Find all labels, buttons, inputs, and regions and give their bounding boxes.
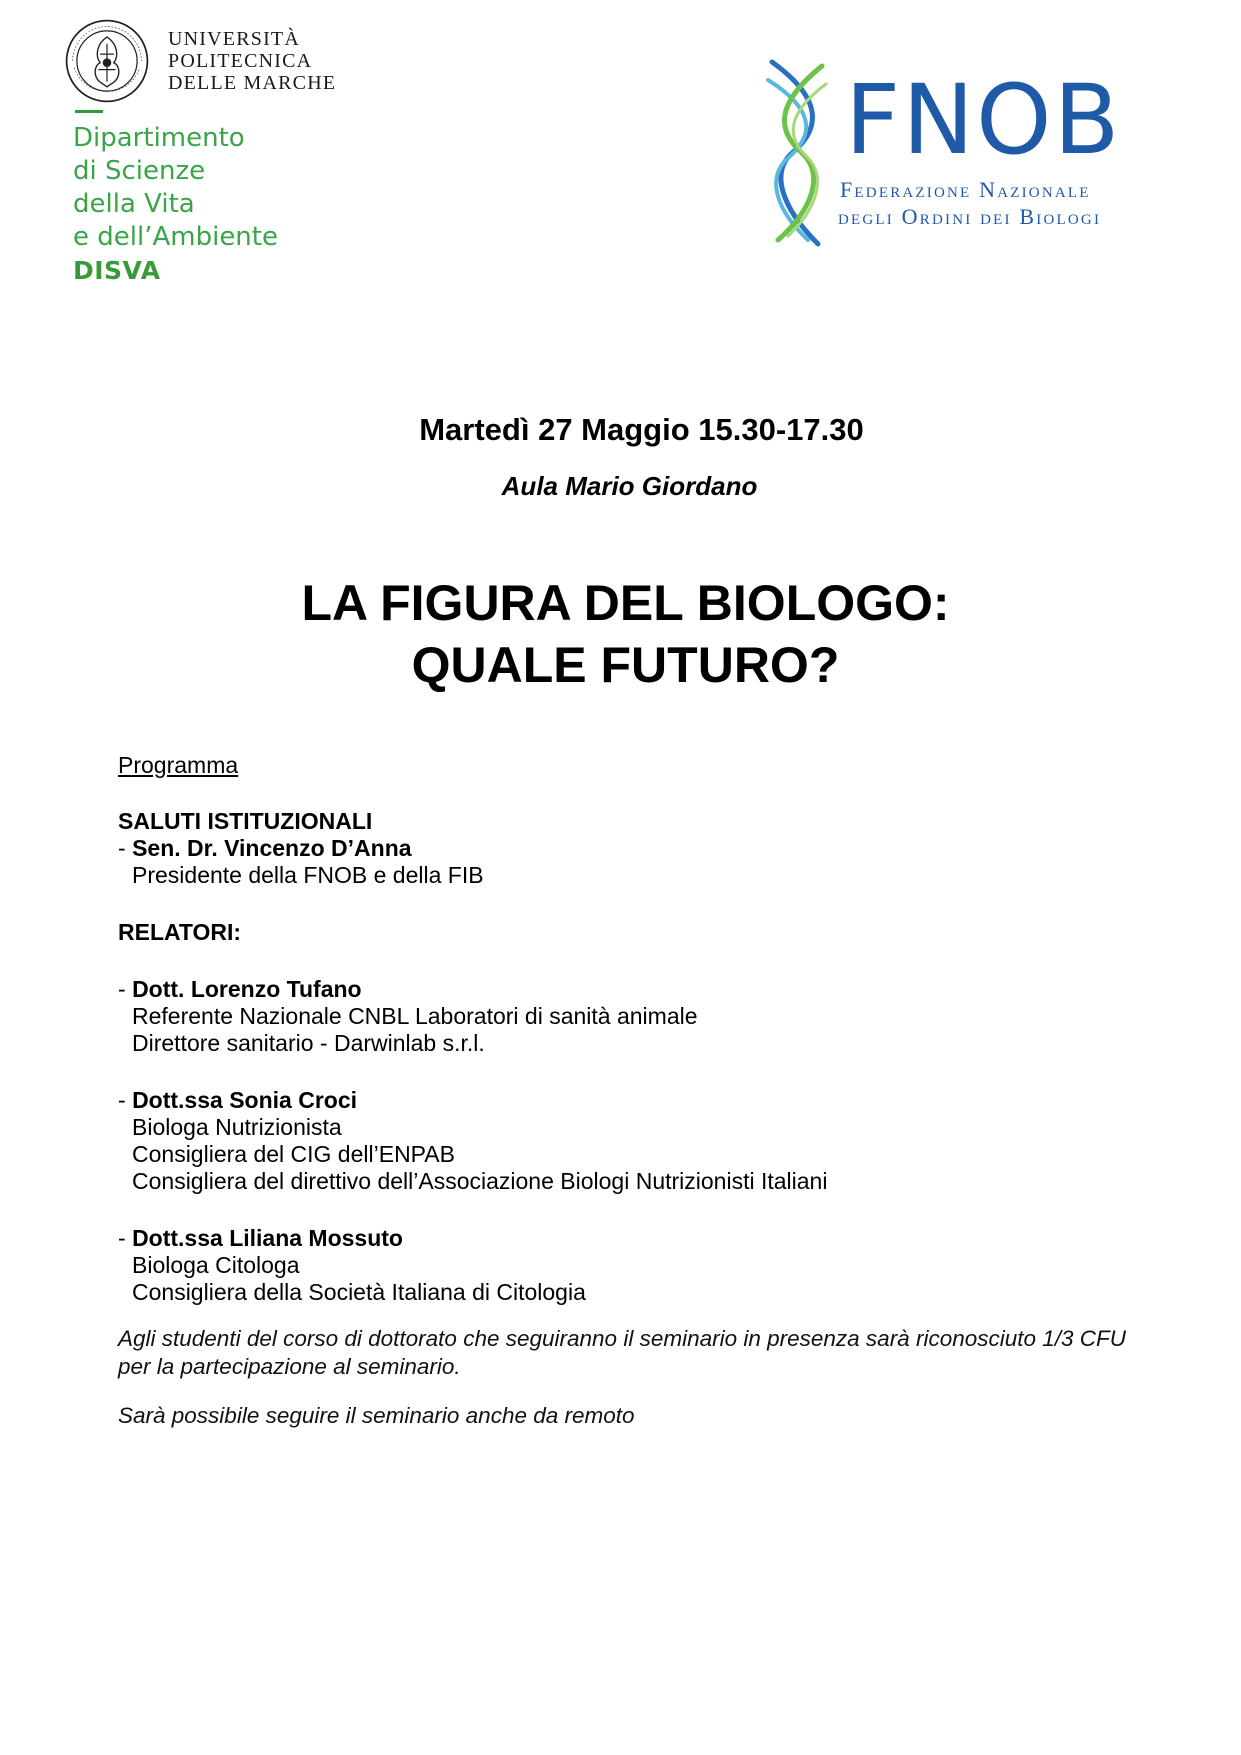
speaker-name: Dott. Lorenzo Tufano: [132, 976, 362, 1002]
speaker-entry: [118, 1225, 1128, 1252]
event-title: [0, 572, 1241, 696]
speaker-name: Sen. Dr. Vincenzo D’Anna: [132, 835, 412, 861]
list-dash: -: [118, 1225, 133, 1251]
speaker-role: Direttore sanitario - Darwinlab s.r.l.: [132, 1030, 485, 1056]
department-divider: [75, 110, 103, 113]
speaker-entry: [118, 1087, 1128, 1114]
list-dash: -: [118, 835, 133, 861]
event-title-line: LA FIGURA DEL BIOLOGO:: [301, 575, 950, 631]
university-name-line: POLITECNICA: [168, 50, 313, 72]
greetings-heading: SALUTI ISTITUZIONALI: [118, 808, 373, 834]
department-acronym: DISVA: [73, 256, 161, 285]
speaker-name: Dott.ssa Liliana Mossuto: [132, 1225, 403, 1251]
program: [118, 752, 1128, 1306]
speaker-role: Consigliera del direttivo dell’Associazione Biologi Nutrizionisti Italiani: [132, 1168, 828, 1194]
speaker-role: Biologa Nutrizionista: [132, 1114, 342, 1140]
department-name-line: e dell’Ambiente: [73, 222, 278, 252]
speaker-entry: [118, 976, 1128, 1003]
speaker-role: Consigliera del CIG dell’ENPAB: [132, 1141, 455, 1167]
program-heading: Programma: [118, 752, 239, 778]
event-title-line: QUALE FUTURO?: [411, 637, 840, 693]
cfu-note: Agli studenti del corso di dottorato che seguiranno il seminario in presenza sarà riconosciuto 1/3 CFU per la partecipazione al seminario.: [118, 1326, 1127, 1379]
federation-name-line: degli Ordini dei Biologi: [838, 204, 1102, 229]
speaker-role: Referente Nazionale CNBL Laboratori di sanità animale: [132, 1003, 698, 1029]
department-name-line: della Vita: [73, 189, 195, 219]
department-name-line: Dipartimento: [73, 123, 245, 153]
department-name-line: di Scienze: [73, 156, 206, 186]
remote-note: Sarà possibile seguire il seminario anche da remoto: [118, 1403, 635, 1428]
department-name: [73, 122, 278, 287]
greetings-speaker: [118, 835, 1128, 862]
university-name: [168, 28, 336, 94]
event-room: Aula Mario Giordano: [501, 471, 758, 501]
university-seal-icon: [64, 18, 150, 104]
speaker-name: Dott.ssa Sonia Croci: [132, 1087, 357, 1113]
dna-helix-icon: [762, 58, 834, 248]
university-name-line: DELLE MARCHE: [168, 72, 337, 94]
event-date: Martedì 27 Maggio 15.30-17.30: [419, 412, 864, 447]
list-dash: -: [118, 976, 133, 1002]
speakers-heading: RELATORI:: [118, 919, 242, 945]
federation-acronym: FNOB: [845, 64, 1122, 176]
university-name-line: UNIVERSITÀ: [168, 28, 300, 50]
speaker-role: Presidente della FNOB e della FIB: [132, 862, 484, 888]
federation-name-line: Federazione Nazionale: [840, 177, 1091, 202]
speaker-role: Biologa Citologa: [132, 1252, 300, 1278]
speaker-role: Consigliera della Società Italiana di Citologia: [132, 1279, 586, 1305]
federation-name: [838, 176, 1101, 230]
list-dash: -: [118, 1087, 133, 1113]
